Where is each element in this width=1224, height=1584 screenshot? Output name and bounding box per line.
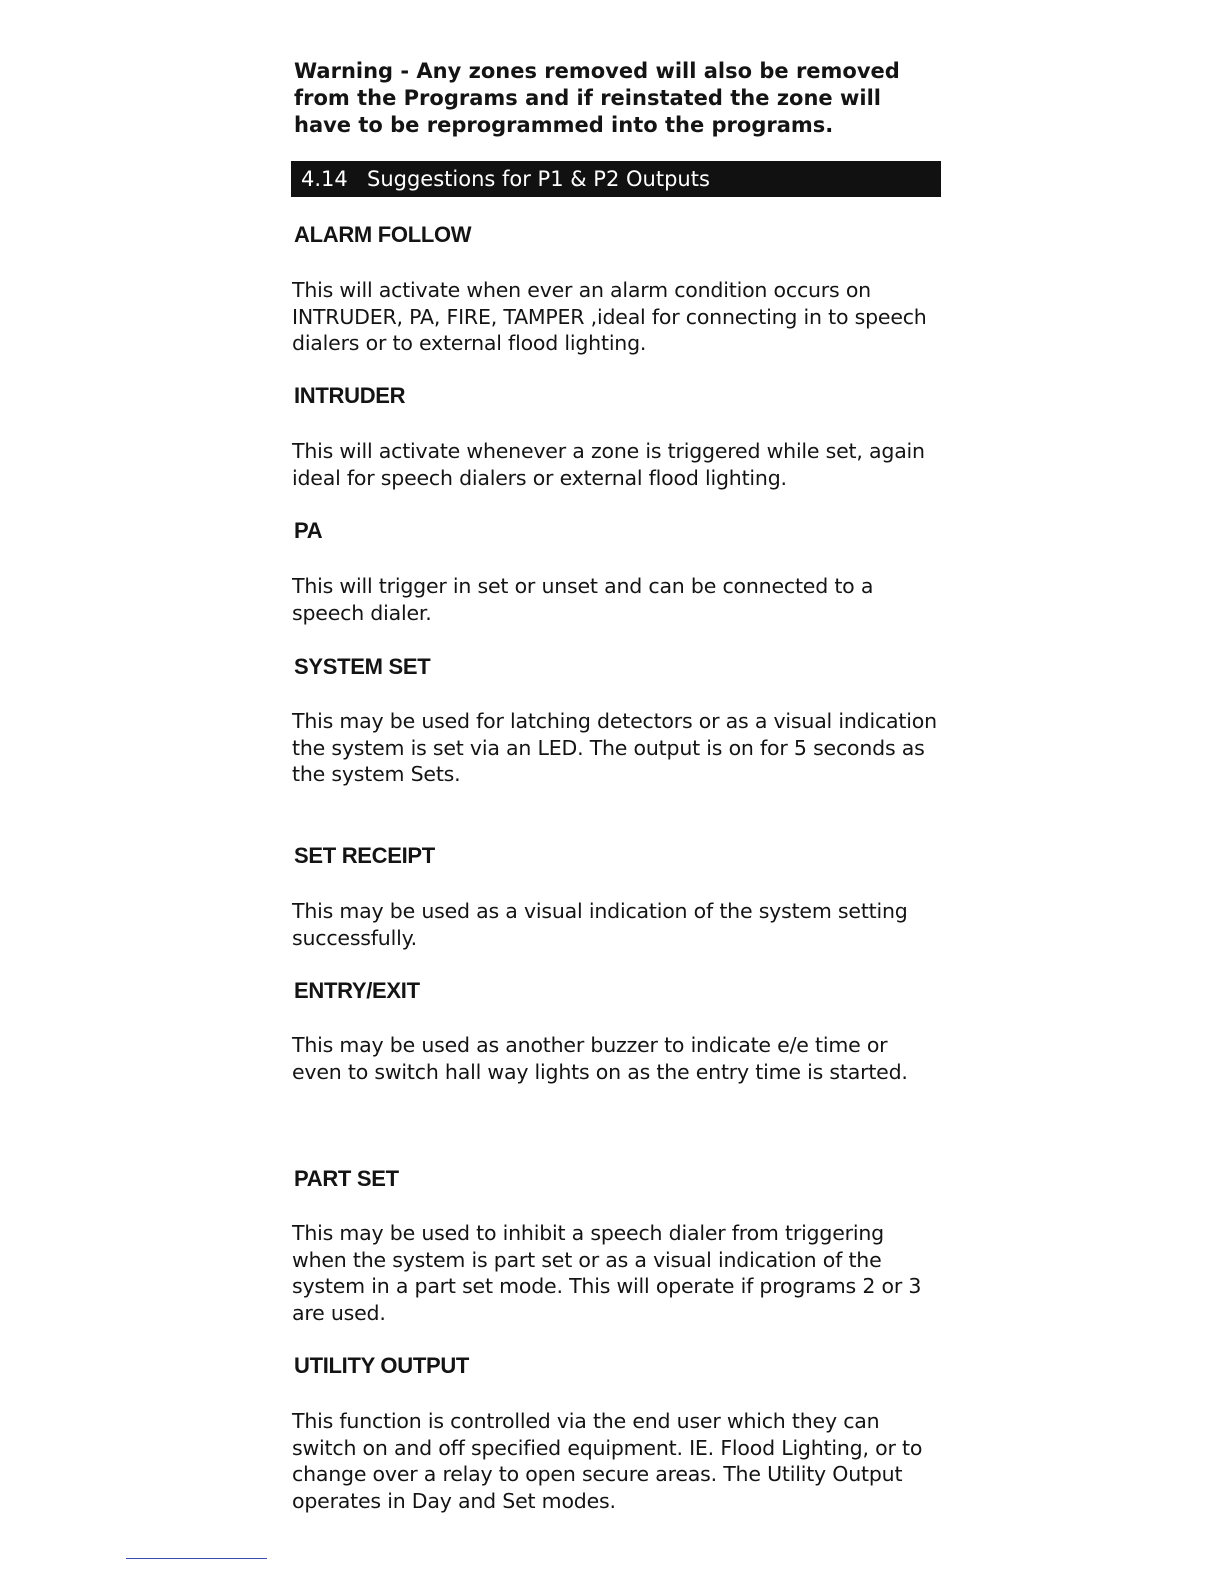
paragraph-intruder: This will activate whenever a zone is triggered while set, again ideal for speech dialers or external flood lighting.: [292, 439, 925, 490]
heading-utility-output: UTILITY OUTPUT: [294, 1353, 470, 1378]
heading-system-set: SYSTEM SET: [294, 654, 431, 679]
paragraph-pa: This will trigger in set or unset and can be connected to a speech dialer.: [292, 574, 874, 625]
heading-alarm-follow: ALARM FOLLOW: [294, 222, 472, 247]
paragraph-utility-output: This function is controlled via the end user which they can switch on and off specified equipment. IE. Flood Lighting, or to change over a relay to open secure areas. The Utility Output operates in Day and Set modes.: [292, 1409, 923, 1513]
section-title: Suggestions for P1 & P2 Outputs: [367, 167, 710, 191]
paragraph-entry-exit: This may be used as another buzzer to indicate e/e time or even to switch hall way lights on as the entry time is started.: [292, 1033, 908, 1084]
heading-set-receipt: SET RECEIPT: [294, 843, 435, 868]
heading-pa: PA: [294, 518, 323, 543]
heading-part-set: PART SET: [294, 1166, 399, 1191]
footer-rule: [126, 1558, 267, 1559]
paragraph-alarm-follow: This will activate when ever an alarm condition occurs on INTRUDER, PA, FIRE, TAMPER ,ideal for connecting in to speech dialers or to external flood lighting.: [292, 278, 927, 355]
section-number: 4.14: [301, 167, 348, 191]
heading-intruder: INTRUDER: [294, 383, 406, 408]
warning-text: Warning - Any zones removed will also be removed from the Programs and if reinstated the zone will have to be reprogrammed into the programs.: [294, 59, 900, 137]
section-header-bar: [291, 161, 941, 197]
heading-entry-exit: ENTRY/EXIT: [294, 978, 420, 1003]
paragraph-system-set: This may be used for latching detectors or as a visual indication the system is set via an LED. The output is on for 5 seconds as the system Sets.: [292, 709, 937, 786]
paragraph-set-receipt: This may be used as a visual indication of the system setting successfully.: [292, 899, 908, 950]
paragraph-part-set: This may be used to inhibit a speech dialer from triggering when the system is part set or as a visual indication of the system in a part set mode. This will operate if programs 2 or 3 are used.: [292, 1221, 922, 1325]
